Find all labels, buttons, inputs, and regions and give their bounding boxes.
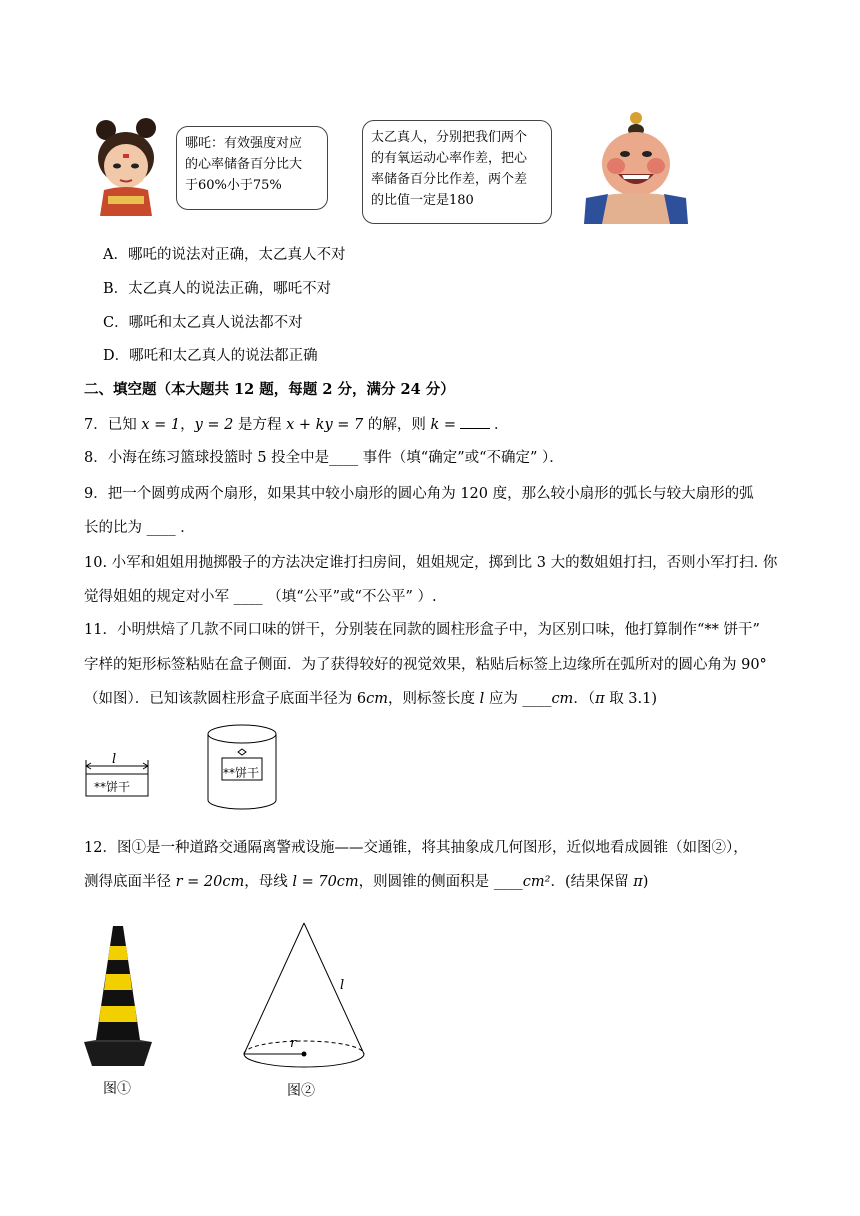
bubble-line: 率储备百分比作差，两个差 [371, 172, 528, 187]
bubble-line: 的比值一定是180 [371, 193, 474, 208]
question-11-line-3 [84, 689, 657, 709]
question-7 [84, 414, 509, 435]
cone-radius-label: r [290, 1036, 297, 1051]
bubble-line: 于60%小于75% [185, 178, 282, 193]
q12-unit: cm² [522, 874, 551, 890]
bubble-line: 哪吒：有效强度对应 [185, 136, 303, 151]
bubble-line: 的有氧运动心率作差，把心 [371, 151, 528, 166]
option-d: D．哪吒和太乙真人的说法都正确 [103, 348, 318, 364]
taiyi-illustration [580, 108, 692, 224]
q7-text: 是方程 [233, 417, 287, 433]
nezha-illustration [86, 116, 172, 218]
figure-2-caption: 图② [287, 1083, 315, 1099]
nezha-speech-bubble [176, 126, 328, 210]
section-heading: 二、填空题（本大题共 12 题，每题 2 分，满分 24 分） [84, 381, 455, 398]
question-12-line-1: 12．图①是一种道路交通隔离警戒设施——交通锥，将其抽象成几何图形，近似地看成圆锥（如图②）， [84, 840, 748, 856]
label-text: **饼干 [94, 780, 131, 794]
option-c: C．哪吒和太乙真人说法都不对 [103, 315, 303, 331]
q11-text: ，则标签长度 [387, 691, 480, 707]
question-9-line-1: 9．把一个圆剪成两个扇形，如果其中较小扇形的圆心角为 120 度，那么较小扇形的弧长与较大扇形的弧 [84, 486, 754, 502]
question-10-line-1: 10. 小军和姐姐用抛掷骰子的方法决定谁打扫房间，姐姐规定，掷到比 3 大的数姐姐打扫，否则小军打扫. 你 [84, 555, 778, 571]
answer-blank [460, 414, 490, 429]
q12-radius: r = 20cm [175, 874, 245, 890]
question-11-line-1: 11．小明烘焙了几款不同口味的饼干，分别装在同款的圆柱形盒子中，为区别口味，他打算制作“** 饼干” [84, 622, 760, 638]
figure-1-caption: 图① [103, 1081, 131, 1097]
question-10-line-2: 觉得姐姐的规定对小军 ____ （填“公平”或“不公平” ）. [84, 589, 437, 605]
question-12-line-2 [84, 872, 648, 892]
q12-text: ) [642, 874, 649, 890]
q7-text: ． [494, 417, 509, 433]
q12-slant: l = 70cm [292, 874, 359, 890]
q11-var-l: l [479, 691, 485, 707]
q7-k-eq: k = [430, 417, 457, 433]
q12-text: ，则圆锥的侧面积是 ____ [358, 874, 523, 890]
q7-equation: x + ky = 7 [286, 417, 364, 433]
q11-unit: cm [551, 691, 574, 707]
bubble-line: 太乙真人，分别把我们两个 [371, 130, 528, 145]
question-8: 8．小海在练习篮球投篮时 5 投全中是____ 事件（填“确定”或“不确定” ）． [84, 450, 564, 466]
q7-text: 的解，则 [363, 417, 431, 433]
q11-unit: cm [366, 691, 388, 707]
option-a: A．哪吒的说法对正确，太乙真人不对 [103, 247, 346, 263]
taiyi-speech-bubble [362, 120, 552, 224]
q12-text: ．(结果保留 [550, 874, 634, 890]
bubble-line: 的心率储备百分比大 [185, 157, 303, 172]
traffic-cone-illustration [82, 922, 154, 1068]
q11-text: （如图）．已知该款圆柱形盒子底面半径为 6 [84, 691, 367, 707]
q7-text: 7．已知 [84, 417, 142, 433]
q12-text: ，母线 [244, 874, 293, 890]
question-11-line-2: 字样的矩形标签粘贴在盒子侧面．为了获得较好的视觉效果，粘贴后标签上边缘所在弧所对的圆心角为 90° [84, 657, 767, 673]
cylinder-label-text: **饼干 [223, 766, 260, 780]
q12-pi: π [633, 874, 643, 890]
q7-y-eq: y = 2 [194, 417, 234, 433]
q11-pi: π [595, 691, 605, 707]
q11-text: 取 3.1) [604, 691, 658, 707]
q7-text: ， [180, 417, 195, 433]
option-b: B．太乙真人的说法正确，哪吒不对 [103, 281, 332, 297]
q11-text: ．（ [573, 691, 596, 707]
label-length-l: l [112, 752, 117, 767]
question-9-line-2: 长的比为 ____ ． [84, 520, 195, 536]
q11-text: 应为 ____ [484, 691, 552, 707]
cone-slant-label: l [340, 978, 345, 993]
q12-text: 测得底面半径 [84, 874, 176, 890]
cone-diagram [238, 920, 370, 1070]
q7-x-eq: x = 1 [141, 417, 181, 433]
